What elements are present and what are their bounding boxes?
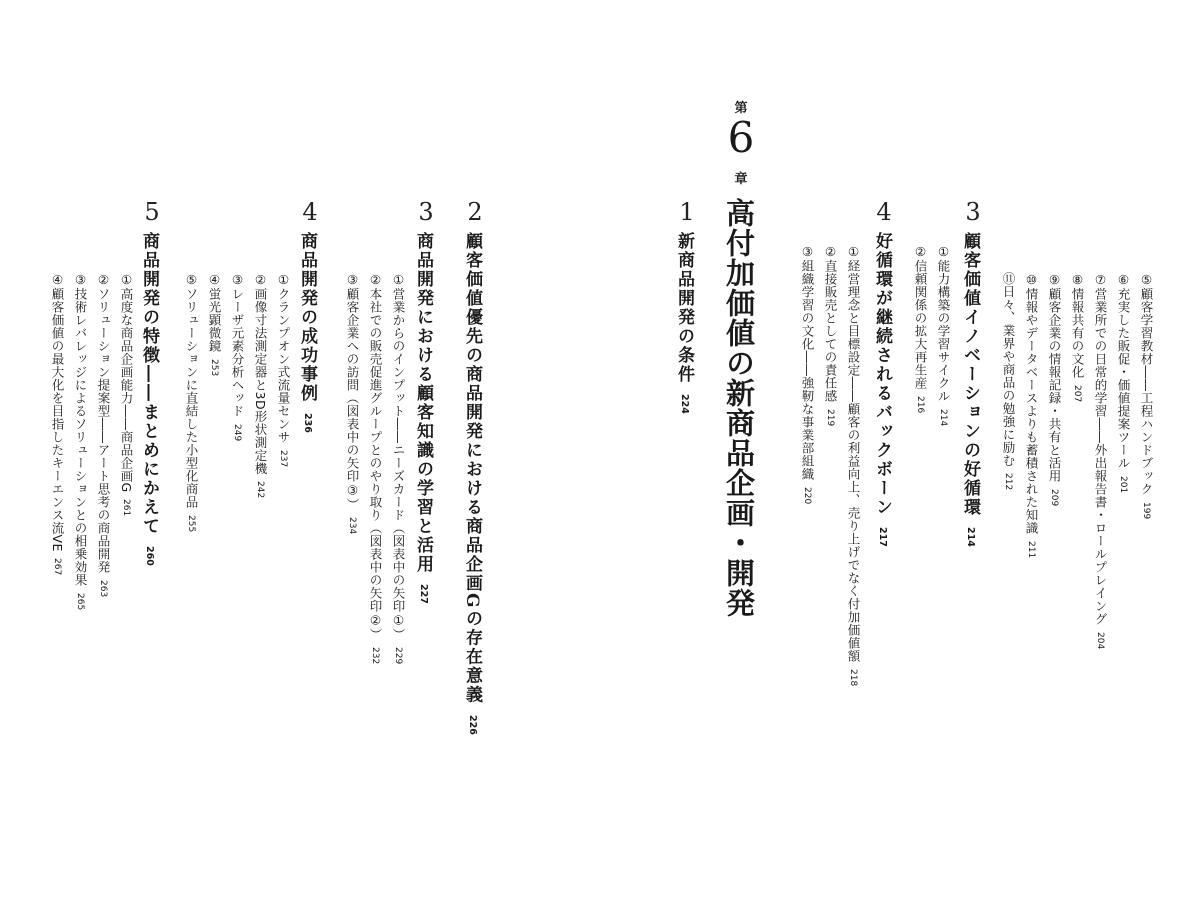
page-number: 267 (52, 557, 62, 576)
list-item: ①クランプオン式流量センサ237 (276, 272, 291, 467)
list-item: ⑤顧客学習教材――工程ハンドブック199 (1139, 272, 1154, 519)
chapter-label-bottom: 章 (734, 172, 748, 187)
chapter-number: 6 (727, 113, 755, 162)
list-item: ②本社での販売促進グループとのやり取り（図表中の矢印②）232 (368, 272, 383, 665)
list-item: ⑤ソリューションに直結した小型化商品255 (184, 272, 199, 532)
list-item: ①高度な商品企画能力――商品企画G261 (119, 272, 134, 516)
page-number: 212 (1003, 473, 1013, 491)
list-item: ⑨顧客企業の情報記録・共有と活用209 (1047, 272, 1062, 506)
page-number: 214 (965, 527, 976, 547)
page-number: 209 (1049, 488, 1059, 506)
page-number: 249 (232, 423, 242, 441)
list-item: ③技術レバレッジによるソリューションとの相乗効果265 (73, 272, 88, 610)
page-number: 261 (121, 498, 131, 516)
list-item: ⑩情報やデータベースよりも蓄積された知識211 (1024, 272, 1039, 558)
section-title: 顧客価値優先の商品開発における商品企画Gの存在意義226 (462, 232, 482, 735)
page-number: 220 (802, 486, 812, 504)
list-item: ⑥充実した販促・価値提案ツール201 (1116, 272, 1131, 493)
page-number: 226 (467, 714, 478, 735)
page-number: 232 (370, 647, 380, 665)
page-number: 237 (278, 449, 288, 467)
section-number: 1 (679, 198, 695, 226)
section-number: 2 (467, 198, 483, 226)
section-number: 3 (965, 198, 981, 226)
section-title: 顧客価値イノベーションの好循環214 (960, 232, 980, 547)
page-number: 236 (302, 413, 313, 433)
chapter-title: 高付加価値の新商品企画・開発 (722, 198, 756, 618)
list-item: ⑦営業所での日常的学習――外出報告書・ロールプレイング204 (1093, 272, 1108, 649)
chapter-label-top: 第 (734, 101, 748, 116)
list-item: ③顧客企業への訪問（図表中の矢印③）234 (345, 272, 360, 535)
page-number: 207 (1072, 384, 1082, 402)
list-item: ④蛍光顕微鏡253 (207, 272, 222, 376)
section-title: 商品開発における顧客知識の学習と活用227 (413, 232, 433, 604)
page-number: 214 (938, 408, 948, 426)
section-number: 3 (418, 198, 434, 226)
page-number: 204 (1095, 631, 1105, 649)
section-title: 好循環が継続されるバックボーン217 (872, 232, 892, 547)
section-title: 商品開発の成功事例236 (297, 232, 317, 433)
page-number: 224 (679, 394, 690, 414)
section-title: 新商品開発の条件224 (674, 232, 694, 414)
page-number: 217 (877, 527, 888, 547)
list-item: ③組織学習の文化――強靭な事業部組織220 (800, 244, 815, 504)
page-number: 227 (418, 584, 429, 604)
page-number: 216 (915, 395, 925, 413)
page-number: 253 (209, 358, 219, 376)
section-title: 商品開発の特徴――まとめにかえて260 (139, 232, 159, 566)
page-number: 255 (186, 514, 196, 532)
page-number: 260 (144, 546, 155, 566)
page-number: 218 (848, 668, 858, 686)
section-number: 5 (144, 198, 160, 226)
section-number: 4 (876, 198, 892, 226)
list-item: ①能力構築の学習サイクル214 (936, 244, 951, 426)
page-number: 234 (347, 517, 357, 535)
list-item: ②画像寸法測定器と3D形状測定機242 (253, 272, 268, 499)
list-item: ①経営理念と目標設定――顧客の利益向上、売り上げでなく付加価値額218 (846, 244, 861, 686)
list-item: ②直接販売としての責任感219 (823, 244, 838, 426)
list-item: ⑪日々、業界や商品の勉強に励む212 (1001, 272, 1016, 491)
list-item: ①営業からのインプット――ニーズカード（図表中の矢印①）229 (391, 272, 406, 665)
page-number: 201 (1118, 475, 1128, 493)
page-number: 265 (75, 592, 85, 610)
list-item: ②ソリューション提案型――アート思考の商品開発263 (96, 272, 111, 597)
section-number: 4 (302, 198, 318, 226)
page-number: 199 (1141, 501, 1151, 519)
list-item: ⑧情報共有の文化207 (1070, 272, 1085, 402)
page-number: 211 (1026, 540, 1036, 558)
page-number: 263 (98, 579, 108, 597)
list-item: ②信頼関係の拡大再生産216 (913, 244, 928, 413)
page-number: 219 (825, 408, 835, 426)
page-number: 242 (255, 481, 265, 499)
page-number: 229 (393, 647, 403, 665)
list-item: ④顧客価値の最大化を目指したキーエンス流VE267 (50, 272, 65, 576)
list-item: ③レーザ元素分析ヘッド249 (230, 272, 245, 441)
